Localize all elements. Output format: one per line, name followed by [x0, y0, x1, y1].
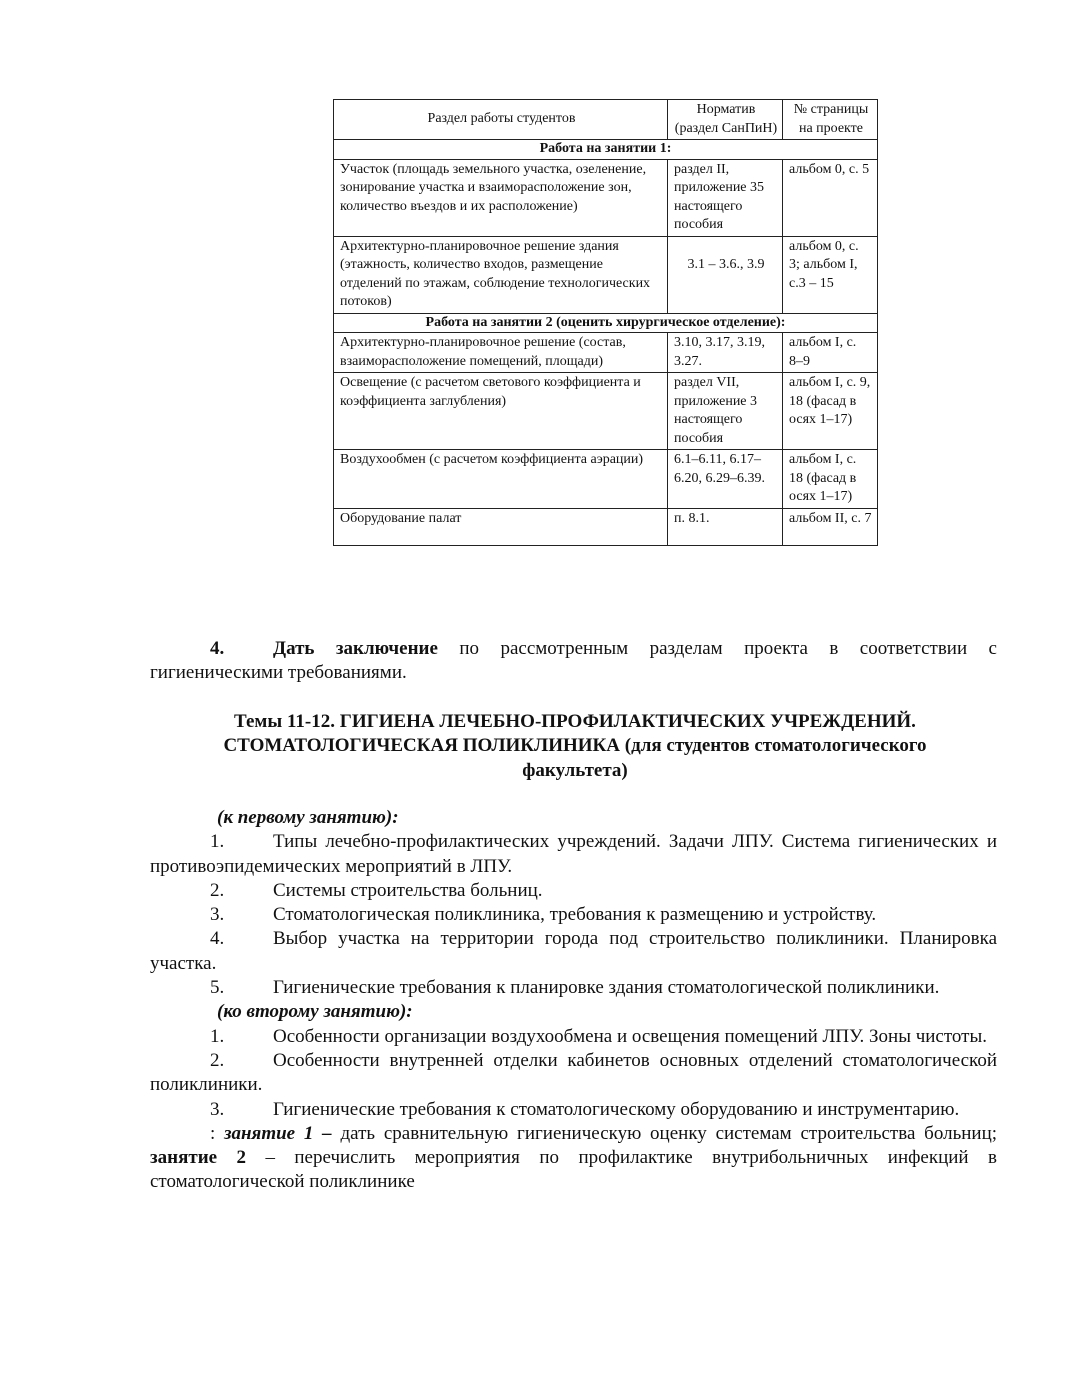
table-cell: Архитектурно-планировочное решение (состав, взаиморасположение помещений, площади) — [334, 333, 668, 373]
conclusion-text: по рассмотренным разделам проекта в соответствии с гигиеническими требованиями. — [150, 638, 997, 684]
table-cell: Оборудование палат — [334, 508, 668, 545]
header-section: Раздел работы студентов — [334, 100, 668, 140]
item-number: 2. — [210, 879, 225, 901]
table-cell: Освещение (с расчетом светового коэффициента и коэффициента заглубления) — [334, 373, 668, 450]
item-text: Стоматологическая поликлиника, требования к размещению и устройству. — [273, 904, 877, 926]
item-number: 3. — [210, 904, 225, 926]
task-lesson-2-text: – перечислить мероприятия по профилактике внутрибольничных инфекций в стоматологической поликлинике — [150, 1147, 997, 1193]
table-row — [334, 373, 878, 450]
list-item — [150, 830, 997, 879]
table-cell: раздел II, приложение 35 настоящего пособия — [668, 159, 783, 236]
lesson-2-label: (ко второму занятию): — [217, 1001, 413, 1023]
table-cell: альбом 0, с. 5 — [783, 159, 878, 236]
list-item — [150, 1049, 997, 1098]
table-row — [334, 450, 878, 509]
table-cell: альбом 0, с. 3; альбом I, с.3 – 15 — [783, 236, 878, 313]
table-cell: 3.10, 3.17, 3.19, 3.27. — [668, 333, 783, 373]
table-cell: 3.1 – 3.6., 3.9 — [668, 236, 783, 313]
table-row — [334, 333, 878, 373]
section-row — [334, 140, 878, 160]
list-item — [150, 976, 997, 1000]
item-number: 1. — [210, 831, 225, 853]
section-lesson-1: Работа на занятии 1: — [334, 140, 878, 160]
list-item — [150, 879, 997, 903]
task-prefix: : — [210, 1122, 225, 1144]
item-text: Особенности организации воздухообмена и освещения помещений ЛПУ. Зоны чистоты. — [273, 1025, 987, 1047]
item-text: Особенности внутренней отделки кабинетов основных отделений стоматологической поликлиники. — [150, 1049, 997, 1096]
item-text: Гигиенические требования к стоматологическому оборудованию и инструментарию. — [273, 1098, 960, 1120]
table-cell: п. 8.1. — [668, 508, 783, 545]
table-cell: Архитектурно-планировочное решение здания (этажность, количество входов, размещение отделений по этажам, соблюдение технологических потоков) — [334, 236, 668, 313]
table-cell: альбом I, с. 8–9 — [783, 333, 878, 373]
list-item — [150, 1025, 997, 1049]
topic-heading-block — [180, 710, 970, 783]
requirements-table — [333, 99, 878, 546]
item-number: 4. — [210, 928, 225, 950]
conclusion-bold: Дать заключение — [273, 638, 438, 659]
table-cell: раздел VII, приложение 3 настоящего пособия — [668, 373, 783, 450]
header-norm: Норматив (раздел СанПиН) — [668, 100, 783, 140]
lesson-1-label: (к первому занятию): — [217, 807, 399, 828]
conclusion-block — [150, 637, 997, 686]
table-row — [334, 159, 878, 236]
item-number: 3. — [210, 1098, 225, 1120]
list-item — [150, 1098, 997, 1122]
item-number: 1. — [210, 1025, 225, 1047]
item-number: 4. — [210, 638, 225, 659]
list-item — [150, 903, 997, 927]
table-cell: 6.1–6.11, 6.17–6.20, 6.29–6.39. — [668, 450, 783, 509]
header-page: № страницы на проекте — [783, 100, 878, 140]
table-cell: Участок (площадь земельного участка, озеленение, зонирование участка и взаиморасположение зон, количество въездов и их расположение) — [334, 159, 668, 236]
table-cell: альбом I, с. 9, 18 (фасад в осях 1–17) — [783, 373, 878, 450]
table-cell: Воздухообмен (с расчетом коэффициента аэрации) — [334, 450, 668, 509]
task-lesson-2-label: занятие 2 — [150, 1147, 247, 1169]
item-number: 5. — [210, 977, 225, 999]
item-text: Системы строительства больниц. — [273, 879, 543, 901]
table-cell: альбом II, с. 7 — [783, 508, 878, 545]
conclusion-item — [150, 637, 997, 686]
table-row — [334, 508, 878, 545]
task-lesson-1-label: занятие 1 – — [224, 1122, 332, 1144]
table-cell: альбом I, с. 18 (фасад в осях 1–17) — [783, 450, 878, 509]
section-row — [334, 313, 878, 333]
item-text: Типы лечебно-профилактических учреждений. Задачи ЛПУ. Система гигиенических и противоэпидемических мероприятий в ЛПУ. — [150, 831, 997, 877]
topic-heading: Темы 11-12. ГИГИЕНА ЛЕЧЕБНО-ПРОФИЛАКТИЧЕСКИХ УЧРЕЖДЕНИЙ. СТОМАТОЛОГИЧЕСКАЯ ПОЛИКЛИНИКА (для студентов стоматологического факультета) — [223, 711, 927, 781]
task-lesson-1-text: дать сравнительную гигиеническую оценку системам строительства больниц; — [331, 1122, 998, 1144]
table-header-row — [334, 100, 878, 140]
table-row — [334, 236, 878, 313]
list-item — [150, 927, 997, 976]
section-lesson-2: Работа на занятии 2 (оценить хирургическое отделение): — [334, 313, 878, 333]
item-text: Гигиенические требования к планировке здания стоматологической поликлиники. — [273, 977, 940, 999]
questions-block — [150, 806, 997, 1195]
item-number: 2. — [210, 1049, 225, 1071]
item-text: Выбор участка на территории города под строительство поликлиники. Планировка участка. — [150, 928, 997, 974]
task-paragraph — [150, 1122, 997, 1195]
